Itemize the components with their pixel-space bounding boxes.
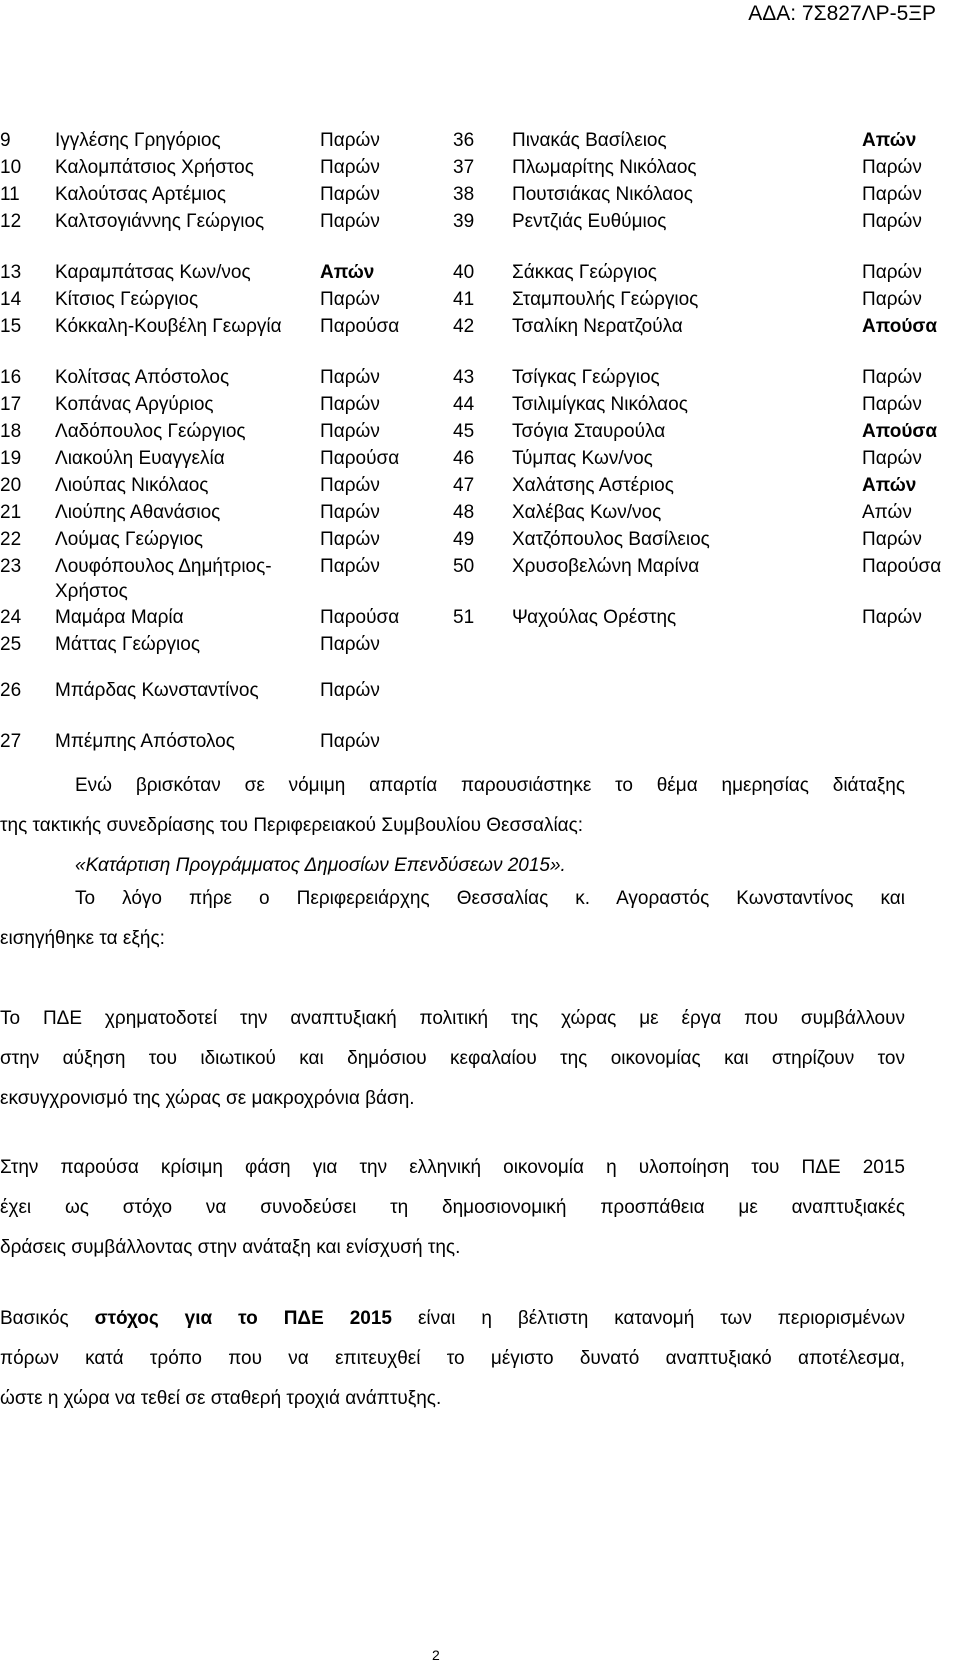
member-number: 27 <box>0 731 22 752</box>
member-name: Τσαλίκη Νερατζούλα <box>512 316 683 337</box>
attendance-status: Παρών <box>862 184 922 205</box>
text-run: είναι η βέλτιστη κατανομή των περιορισμένων <box>391 1308 905 1329</box>
attendance-status: Απών <box>320 262 375 283</box>
ada-code: ΑΔΑ: 7Σ827ΛΡ-5ΞΡ <box>748 2 936 25</box>
attendance-status: Παρών <box>320 184 380 205</box>
text-line: εκσυγχρονισμό της χώρας σε μακροχρόνια βάση. <box>0 1088 415 1109</box>
roster-row <box>0 391 960 418</box>
text-line: Στην παρούσα κρίσιμη φάση για την ελληνική οικονομία η υλοποίηση του ΠΔΕ 2015 <box>0 1157 905 1178</box>
member-name: Τσίγκας Γεώργιος <box>512 367 660 388</box>
attendance-status: Παρών <box>320 421 380 442</box>
member-number: 21 <box>0 502 22 523</box>
member-name: Χατζόπουλος Βασίλειος <box>512 529 710 550</box>
member-number: 44 <box>453 394 475 415</box>
member-name: Ρεντζιάς Ευθύμιος <box>512 211 667 232</box>
member-name: Κοπάνας Αργύριος <box>55 394 214 415</box>
member-name: Λιούπης Αθανάσιος <box>55 502 221 523</box>
attendance-status: Παρών <box>862 448 922 469</box>
member-number: 11 <box>0 184 20 205</box>
attendance-status: Παρών <box>320 367 380 388</box>
member-number: 40 <box>453 262 475 283</box>
member-name: Λαδόπουλος Γεώργιος <box>55 421 246 442</box>
attendance-status: Παρών <box>862 211 922 232</box>
roster-row <box>0 418 960 445</box>
attendance-status: Παρών <box>320 529 380 550</box>
attendance-status: Παρών <box>320 556 380 577</box>
text-line: δράσεις συμβάλλοντας στην ανάταξη και ενίσχυσή της. <box>0 1237 461 1258</box>
member-name: Χαλάτσης Αστέριος <box>512 475 674 496</box>
attendance-status: Απών <box>862 475 917 496</box>
roster-row <box>0 154 960 181</box>
attendance-status: Παρών <box>320 130 380 151</box>
member-name: Πινακάς Βασίλειος <box>512 130 667 151</box>
page-number: 2 <box>432 1647 440 1663</box>
member-name: Τύμπας Κων/νος <box>512 448 653 469</box>
agenda-topic-title: «Κατάρτιση Προγράμματος Δημοσίων Επενδύσεων 2015». <box>75 855 566 876</box>
member-name: Καραμπάτσας Κων/νος <box>55 262 251 283</box>
member-number: 48 <box>453 502 475 523</box>
member-number: 24 <box>0 607 22 628</box>
member-number: 39 <box>453 211 475 232</box>
member-number: 10 <box>0 157 22 178</box>
member-name: Σάκκας Γεώργιος <box>512 262 657 283</box>
member-number: 37 <box>453 157 475 178</box>
member-name: Τσόγια Σταυρούλα <box>512 421 666 442</box>
attendance-status: Παρών <box>320 731 380 752</box>
attendance-status: Παρών <box>862 157 922 178</box>
member-number: 12 <box>0 211 22 232</box>
roster-row <box>0 208 960 259</box>
attendance-status: Παρών <box>862 394 922 415</box>
member-name: Ψαχούλας Ορέστης <box>512 607 677 628</box>
attendance-status: Παρών <box>862 367 922 388</box>
member-number: 51 <box>453 607 475 628</box>
attendance-status: Παρών <box>862 529 922 550</box>
roster-row <box>0 472 960 499</box>
text-line: εισηγήθηκε τα εξής: <box>0 928 165 949</box>
attendance-status: Απών <box>862 130 917 151</box>
text-line: έχει ως στόχο να συνοδεύσει τη δημοσιονομική προσπάθεια με αναπτυξιακές <box>0 1197 905 1218</box>
roster-row <box>0 259 960 286</box>
member-number: 38 <box>453 184 475 205</box>
member-name: Λιακούλη Ευαγγελία <box>55 448 225 469</box>
member-name: Καλούτσας Αρτέμιος <box>55 184 227 205</box>
roster-row <box>0 677 960 728</box>
attendance-status: Παρούσα <box>320 316 400 337</box>
member-name: Μπάρδας Κωνσταντίνος <box>55 680 259 701</box>
roster-row <box>0 553 960 604</box>
member-number: 26 <box>0 680 22 701</box>
text-run: Βασικός <box>0 1308 95 1329</box>
member-name: Τσιλιμίγκας Νικόλαος <box>512 394 688 415</box>
text-line: ώστε η χώρα να τεθεί σε σταθερή τροχιά ανάπτυξης. <box>0 1388 442 1409</box>
text-line: πόρων κατά τρόπο που να επιτευχθεί το μέγιστο δυνατό αναπτυξιακό αποτέλεσμα, <box>0 1348 905 1369</box>
member-number: 41 <box>453 289 475 310</box>
member-number: 46 <box>453 448 475 469</box>
roster-row <box>0 313 960 364</box>
member-name: Πουτσιάκας Νικόλαος <box>512 184 693 205</box>
member-name: Σταμπουλής Γεώργιος <box>512 289 699 310</box>
member-number: 20 <box>0 475 22 496</box>
member-number: 25 <box>0 634 22 655</box>
attendance-status: Παρούσα <box>320 607 400 628</box>
roster-row <box>0 526 960 553</box>
attendance-status: Απούσα <box>862 421 938 442</box>
member-name: Κόκκαλη-Κουβέλη Γεωργία <box>55 316 282 337</box>
member-number: 15 <box>0 316 22 337</box>
attendance-status: Παρούσα <box>320 448 400 469</box>
member-name: Χαλέβας Κων/νος <box>512 502 662 523</box>
attendance-status: Παρών <box>320 394 380 415</box>
roster-row <box>0 445 960 472</box>
member-name: Μάττας Γεώργιος <box>55 634 200 655</box>
member-name: Λιούπας Νικόλαος <box>55 475 209 496</box>
text-line <box>0 1308 905 1330</box>
member-name: Ιγγλέσης Γρηγόριος <box>55 130 221 151</box>
member-number: 16 <box>0 367 22 388</box>
member-number: 49 <box>453 529 475 550</box>
member-name: Λουφόπουλος Δημήτριος-Χρήστος <box>55 556 272 602</box>
text-line: της τακτικής συνεδρίασης του Περιφερειακού Συμβουλίου Θεσσαλίας: <box>0 815 584 836</box>
text-line: Το ΠΔΕ χρηματοδοτεί την αναπτυξιακή πολιτική της χώρας με έργα που συμβάλλουν <box>0 1008 905 1029</box>
member-number: 50 <box>453 556 475 577</box>
roster-row <box>0 364 960 391</box>
roster-row <box>0 127 960 154</box>
member-number: 36 <box>453 130 475 151</box>
member-number: 42 <box>453 316 475 337</box>
attendance-status: Παρών <box>320 680 380 701</box>
attendance-status: Απών <box>862 502 912 523</box>
member-number: 22 <box>0 529 22 550</box>
member-name: Χρυσοβελώνη Μαρίνα <box>512 556 700 577</box>
attendance-status: Παρών <box>320 502 380 523</box>
attendance-status: Παρών <box>862 607 922 628</box>
member-name: Καλομπάτσιος Χρήστος <box>55 157 254 178</box>
attendance-status: Παρούσα <box>862 556 942 577</box>
attendance-status: Παρών <box>862 289 922 310</box>
member-number: 13 <box>0 262 22 283</box>
attendance-status: Παρών <box>320 211 380 232</box>
text-line: στην αύξηση του ιδιωτικού και δημόσιου κεφαλαίου της οικονομίας και στηρίζουν τον <box>0 1048 905 1069</box>
roster-row <box>0 181 960 208</box>
member-name: Πλωμαρίτης Νικόλαος <box>512 157 697 178</box>
roster-row <box>0 631 960 658</box>
member-number: 23 <box>0 556 22 577</box>
attendance-roster <box>0 127 960 755</box>
attendance-status: Παρών <box>320 475 380 496</box>
attendance-status: Απούσα <box>862 316 938 337</box>
member-number: 18 <box>0 421 22 442</box>
member-name: Κολίτσας Απόστολος <box>55 367 230 388</box>
member-number: 14 <box>0 289 22 310</box>
member-number: 9 <box>0 130 11 151</box>
member-number: 47 <box>453 475 475 496</box>
member-number: 17 <box>0 394 22 415</box>
roster-row <box>0 728 960 755</box>
member-number: 43 <box>453 367 475 388</box>
roster-row <box>0 604 960 631</box>
roster-row <box>0 286 960 313</box>
bold-text-run: στόχος για το ΠΔΕ 2015 <box>94 1308 392 1329</box>
attendance-status: Παρών <box>320 289 380 310</box>
member-name: Λούμας Γεώργιος <box>55 529 204 550</box>
member-number: 45 <box>453 421 475 442</box>
text-line: Ενώ βρισκόταν σε νόμιμη απαρτία παρουσιάστηκε το θέμα ημερησίας διάταξης <box>75 775 905 796</box>
member-name: Μαμάρα Μαρία <box>55 607 184 628</box>
member-number: 19 <box>0 448 22 469</box>
member-name: Μπέμπης Απόστολος <box>55 731 235 752</box>
attendance-status: Παρών <box>320 157 380 178</box>
text-line: Το λόγο πήρε ο Περιφερειάρχης Θεσσαλίας κ. Αγοραστός Κωνσταντίνος και <box>75 888 905 909</box>
attendance-status: Παρών <box>320 634 380 655</box>
roster-row <box>0 499 960 526</box>
member-name: Καλτσογιάννης Γεώργιος <box>55 211 265 232</box>
member-name: Κίτσιος Γεώργιος <box>55 289 199 310</box>
attendance-status: Παρών <box>862 262 922 283</box>
